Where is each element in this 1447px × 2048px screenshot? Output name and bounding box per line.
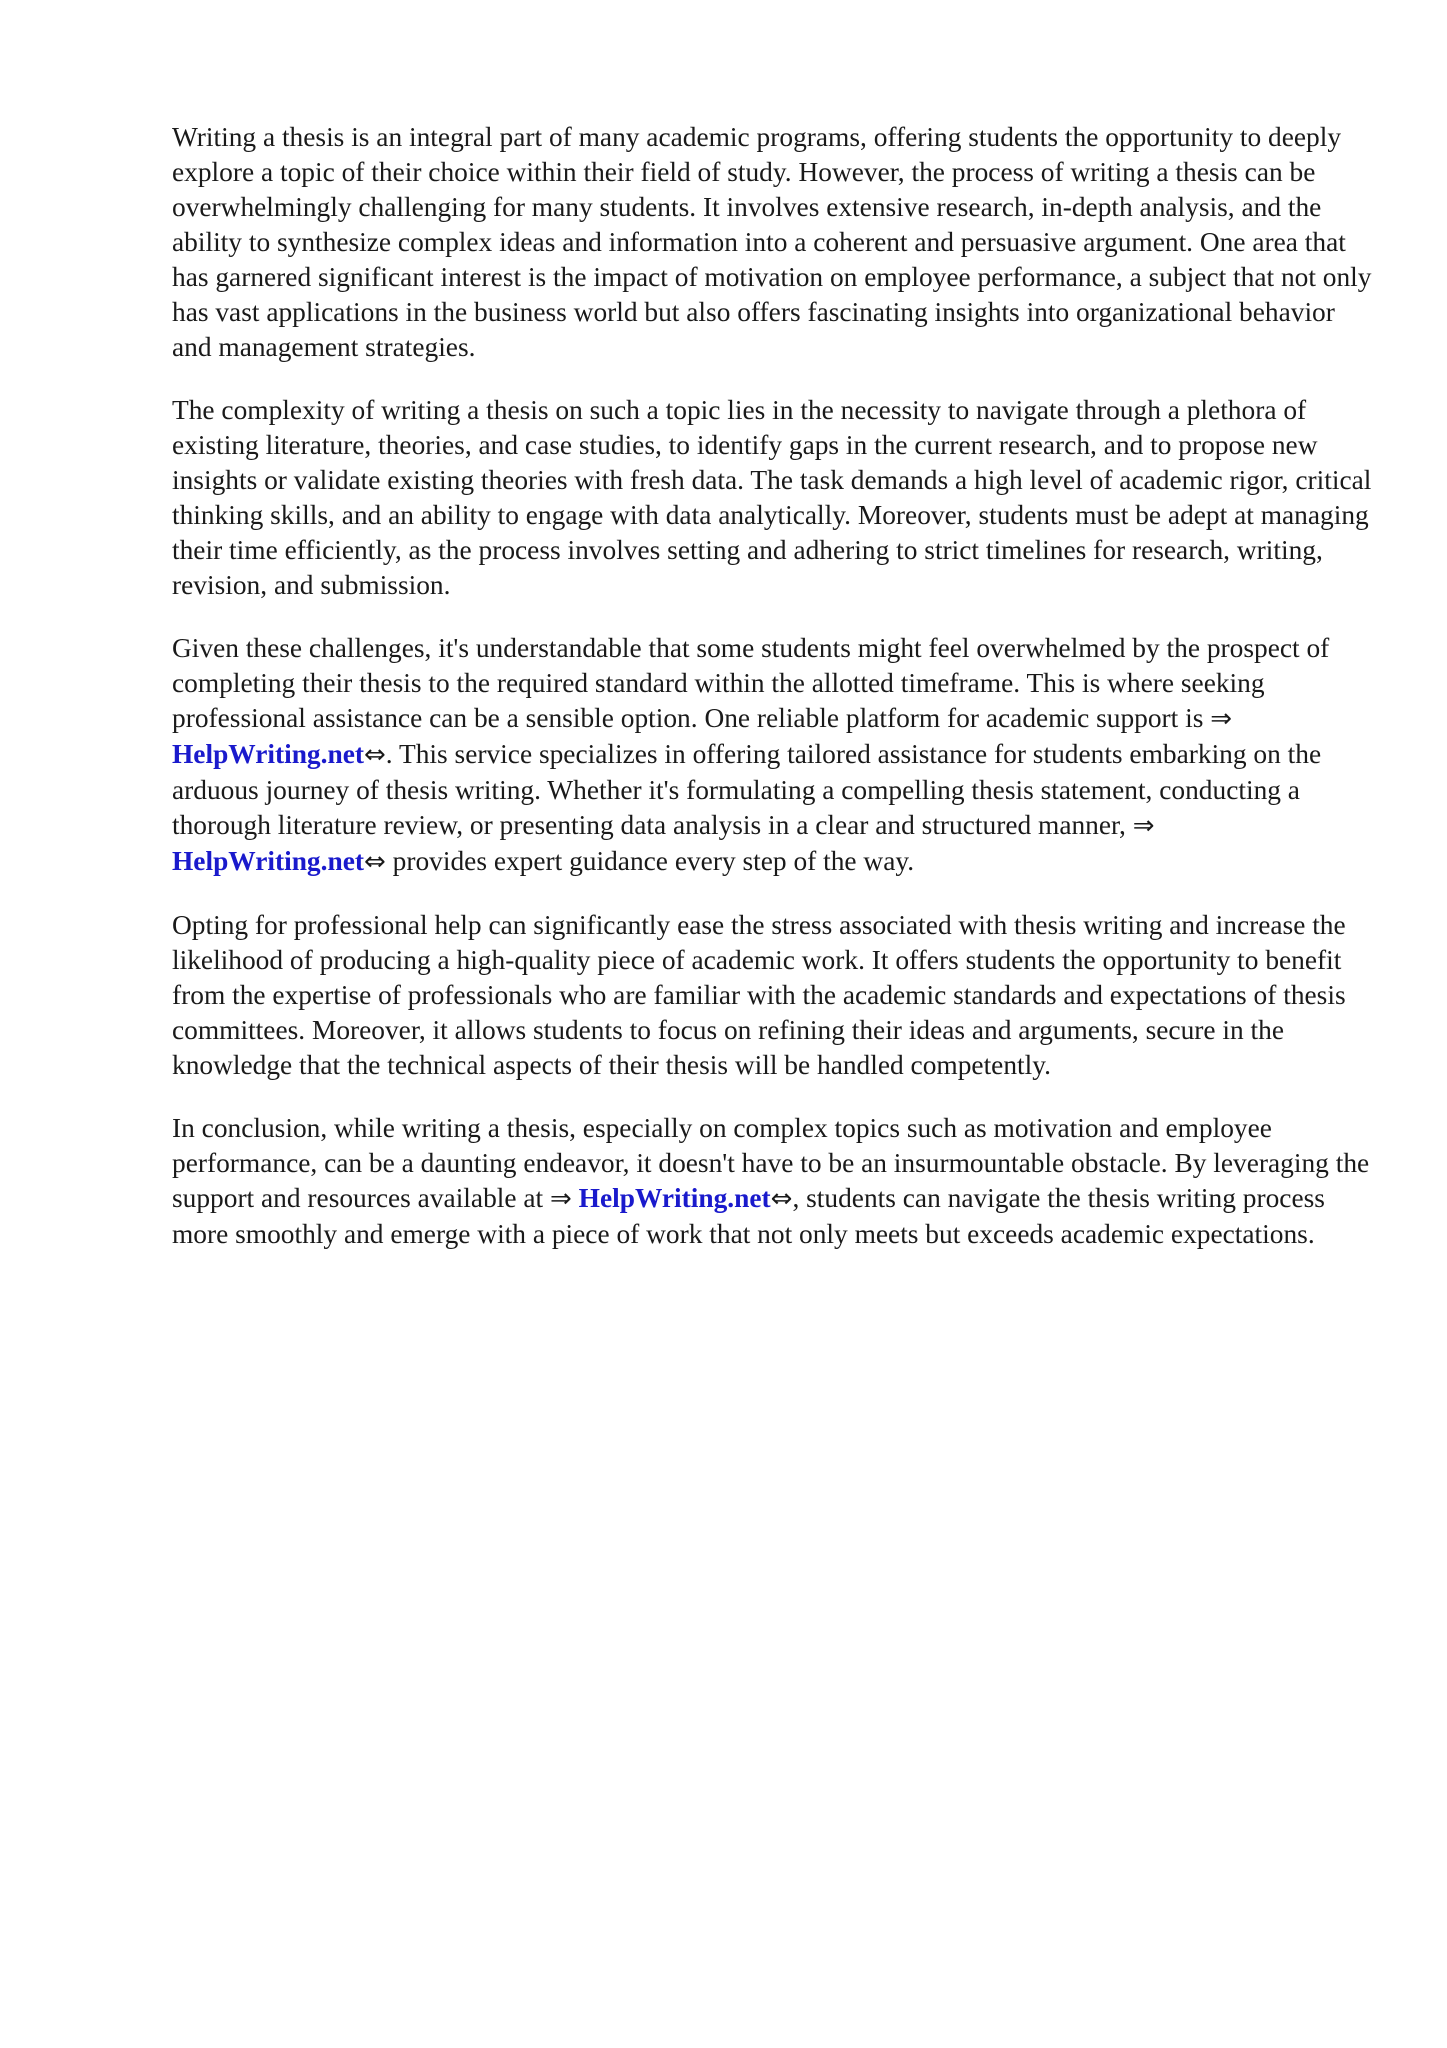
document-body: [172, 120, 1372, 1280]
paragraph-text: Opting for professional help can significantly ease the stress associated with thesis writing and increase the likelihood of producing a high-quality piece of academic work. It offers students the opportunity to benefit from the expertise of professionals who are familiar with the academic standards and expectations of thesis committees. Moreover, it allows students to focus on refining their ideas and arguments, secure in the knowledge that the technical aspects of their thesis will be handled competently.: [172, 910, 1346, 1080]
paragraph-text: . This service specializes in offering tailored assistance for students embarking on the arduous journey of thesis writing. Whether it's formulating a compelling thesis statement, conducting a thorough literature review, or presenting data analysis in a clear and structured manner,: [172, 739, 1322, 840]
paragraph-2: [172, 393, 1372, 603]
double-arrow-icon: ⇔: [364, 847, 386, 877]
double-arrow-icon: ⇔: [364, 740, 386, 770]
paragraph-text: In conclusion, while writing a thesis, especially on complex topics such as motivation and employee performance, can be a daunting endeavor, it doesn't have to be an insurmountable obstacle. By leveraging the support and resources available at: [172, 1113, 1370, 1213]
paragraph-text: The complexity of writing a thesis on such a topic lies in the necessity to navigate through a plethora of existing literature, theories, and case studies, to identify gaps in the current research, and to propose new insights or validate existing theories with fresh data. The task demands a high level of academic rigor, critical thinking skills, and an ability to engage with data analytically. Moreover, students must be adept at managing their time efficiently, as the process involves setting and adhering to strict timelines for research, writing, revision, and submission.: [172, 395, 1372, 600]
right-arrow-icon: ⇒: [1210, 704, 1233, 734]
paragraph-text: Writing a thesis is an integral part of many academic programs, offering students the opportunity to deeply explore a topic of their choice within their field of study. However, the process of writing a thesis can be overwhelmingly challenging for many students. It involves extensive research, in-depth analysis, and the ability to synthesize complex ideas and information into a coherent and persuasive argument. One area that has garnered significant interest is the impact of motivation on employee performance, a subject that not only has vast applications in the business world but also offers fascinating insights into organizational behavior and management strategies.: [172, 122, 1372, 362]
right-arrow-icon: ⇒: [1132, 811, 1155, 841]
helpwriting-link[interactable]: HelpWriting.net: [172, 846, 364, 876]
paragraph-text: , students can navigate the thesis writing process more smoothly and emerge with a piece of work that not only meets but exceeds academic expectations.: [172, 1183, 1325, 1249]
helpwriting-link[interactable]: HelpWriting.net: [172, 739, 364, 769]
double-arrow-icon: ⇔: [770, 1184, 793, 1214]
paragraph-text: Given these challenges, it's understandable that some students might feel overwhelmed by the prospect of completing their thesis to the required standard within the allotted timeframe. This is where seeking professional assistance can be a sensible option. One reliable platform for academic support is: [172, 633, 1330, 733]
paragraph-text: provides expert guidance every step of the way.: [385, 846, 915, 876]
paragraph-4: [172, 908, 1372, 1083]
right-arrow-icon: ⇒: [550, 1184, 572, 1214]
paragraph-1: [172, 120, 1372, 365]
helpwriting-link[interactable]: HelpWriting.net: [578, 1183, 771, 1213]
paragraph-text: [572, 1183, 579, 1213]
paragraph-5: [172, 1111, 1372, 1252]
paragraph-3: [172, 631, 1372, 880]
